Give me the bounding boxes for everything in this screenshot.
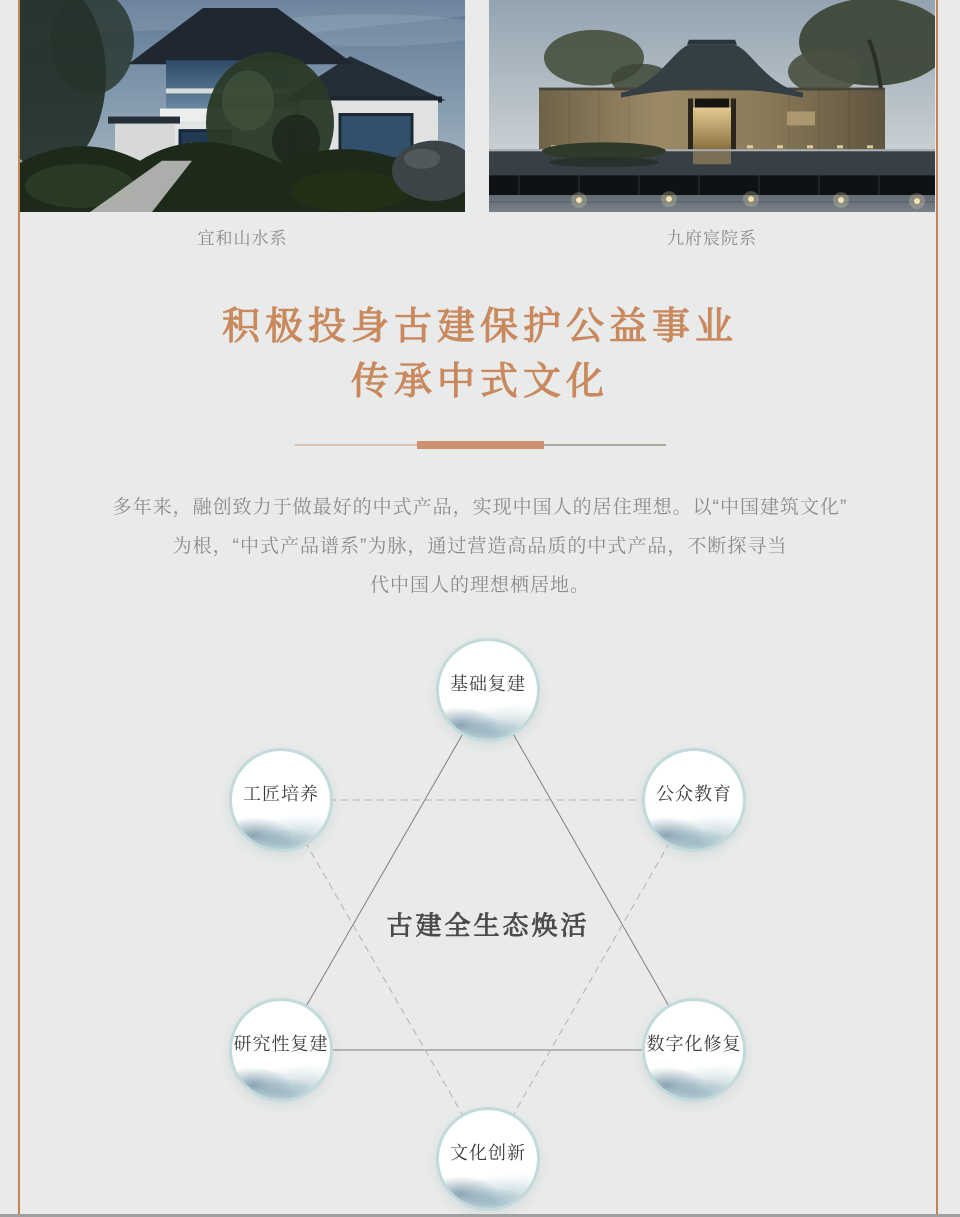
photo-caption-jiufu: 九府宸院系 [667,229,757,248]
divider-right-segment [544,444,666,446]
diagram-node-shuzihua-xiufu [642,998,746,1102]
divider-center-bar [417,441,544,449]
paragraph-line1: 多年来，融创致力于做最好的中式产品，实现中国人的居住理想。以“中国建筑文化” [112,497,848,518]
section-title [0,300,960,410]
title-divider [0,437,960,453]
yihe-villa-scene [20,0,465,212]
paragraph-line2: 为根，“中式产品谱系”为脉，通过营造高品质的中式产品，不断探寻当 [172,536,788,557]
photo-card-jiufu [489,0,935,249]
photo-card-yihe [20,0,465,249]
diagram-center-label: 古建全生态焕活 [386,911,590,941]
node-label: 研究性复建 [233,1034,329,1054]
diagram-node-gongjiangpeiyang [229,748,333,852]
jiufu-gatehouse-scene [489,0,935,212]
photo-yihe-shanshui [20,0,465,212]
diagram-node-gongzhongjiaoyu [642,748,746,852]
photo-jiufu-chenyuan [489,0,935,212]
diagram-node-wenhuachuangxin [436,1107,540,1211]
photo-caption-yihe: 宜和山水系 [197,229,288,248]
node-label: 文化创新 [450,1143,526,1163]
section-title-line1: 积极投身古建保护公益事业 [221,306,738,348]
diagram-node-jichufujian [436,638,540,742]
diagram-node-yanjiuxingfujian [229,998,333,1102]
section-paragraph [70,488,890,605]
divider-left-segment [295,444,417,446]
node-label: 基础复建 [450,674,526,694]
node-label: 公众教育 [656,784,732,804]
ecosystem-diagram [0,630,960,1217]
node-label: 数字化修复 [646,1034,742,1054]
section-title-line2: 传承中式文化 [350,361,609,403]
paragraph-line3: 代中国人的理想栖居地。 [369,575,590,596]
node-label: 工匠培养 [243,784,319,804]
